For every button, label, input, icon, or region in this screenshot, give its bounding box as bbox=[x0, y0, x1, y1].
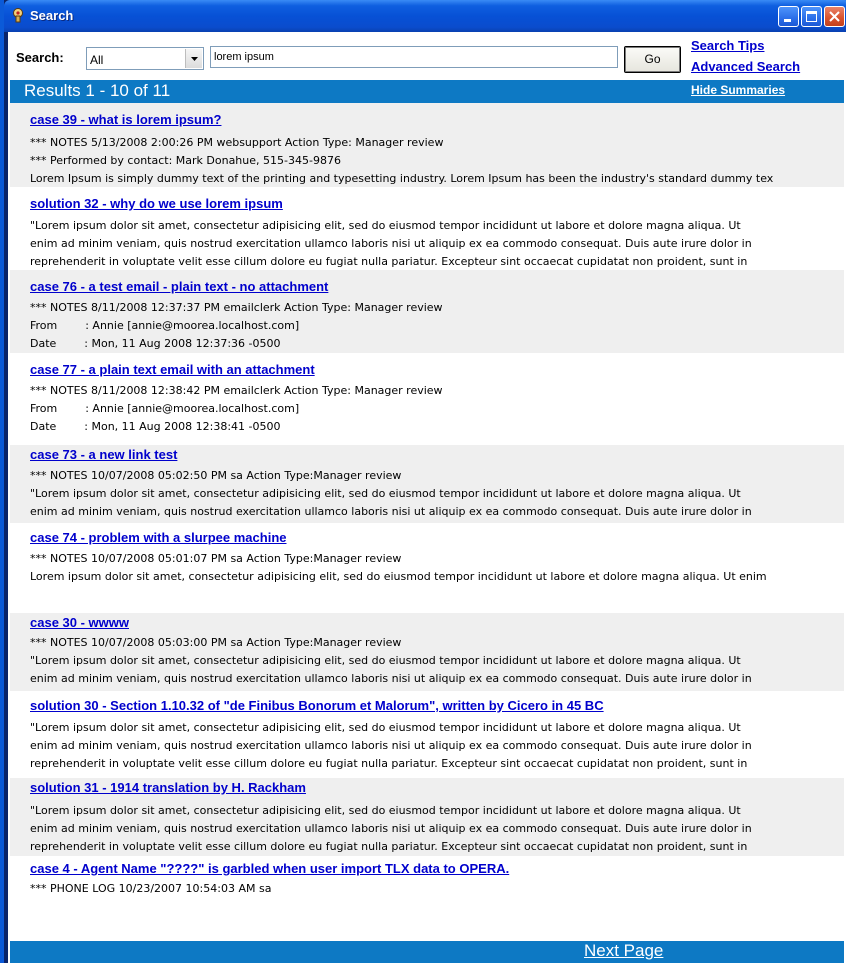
result-item bbox=[10, 187, 844, 270]
result-summary-line: From : Annie [annie@moorea.localhost.com] bbox=[30, 319, 300, 332]
search-label: Search: bbox=[16, 50, 64, 65]
result-summary-line: Date : Mon, 11 Aug 2008 12:37:36 -0500 bbox=[30, 337, 281, 350]
result-title-link[interactable]: case 30 - wwww bbox=[30, 615, 129, 630]
result-summary-line: "Lorem ipsum dolor sit amet, consectetur adipisicing elit, sed do eiusmod tempor incididunt ut labore et dolore magna aliqua. Ut bbox=[30, 487, 741, 500]
result-summary-line: Lorem ipsum dolor sit amet, consectetur adipisicing elit, sed do eiusmod tempor incididunt ut labore et dolore magna aliqua. Ut enim bbox=[30, 570, 767, 583]
result-summary-line: *** NOTES 10/07/2008 05:03:00 PM sa Action Type:Manager review bbox=[30, 636, 402, 649]
result-summary-line: *** NOTES 8/11/2008 12:37:37 PM emailclerk Action Type: Manager review bbox=[30, 301, 443, 314]
result-title-link[interactable]: case 73 - a new link test bbox=[30, 447, 178, 462]
minimize-button[interactable] bbox=[778, 6, 799, 27]
hide-summaries-link[interactable]: Hide Summaries bbox=[691, 83, 786, 97]
results-list bbox=[10, 103, 844, 941]
result-summary-line: Lorem Ipsum is simply dummy text of the printing and typesetting industry. Lorem Ipsum has been the industry's standard dummy tex bbox=[30, 172, 774, 185]
result-item bbox=[10, 613, 844, 691]
result-item bbox=[10, 353, 844, 445]
minimize-icon bbox=[779, 7, 798, 26]
result-item bbox=[10, 523, 844, 613]
result-summary-line: "Lorem ipsum dolor sit amet, consectetur adipisicing elit, sed do eiusmod tempor incididunt ut labore et dolore magna aliqua. Ut bbox=[30, 721, 741, 734]
scope-dropdown[interactable] bbox=[86, 47, 204, 70]
result-summary-line: reprehenderit in voluptate velit esse cillum dolore eu fugiat nulla pariatur. Excepteur sint occaecat cupidatat non proident, sunt in bbox=[30, 840, 748, 853]
result-summary-line: reprehenderit in voluptate velit esse cillum dolore eu fugiat nulla pariatur. Excepteur sint occaecat cupidatat non proident, sunt in bbox=[30, 757, 748, 770]
close-icon bbox=[825, 7, 844, 26]
window-title: Search bbox=[30, 8, 74, 23]
result-summary-line: *** Performed by contact: Mark Donahue, 515-345-9876 bbox=[30, 154, 341, 167]
next-page-link[interactable]: Next Page bbox=[584, 941, 664, 960]
result-item bbox=[10, 778, 844, 856]
result-summary-line: enim ad minim veniam, quis nostrud exercitation ullamco laboris nisi ut aliquip ex ea commodo consequat. Duis aute irure dolor in bbox=[30, 822, 752, 835]
result-summary-line: *** NOTES 10/07/2008 05:01:07 PM sa Action Type:Manager review bbox=[30, 552, 402, 565]
result-summary-line: Date : Mon, 11 Aug 2008 12:38:41 -0500 bbox=[30, 420, 281, 433]
result-title-link[interactable]: case 4 - Agent Name "????" is garbled when user import TLX data to OPERA. bbox=[30, 861, 510, 876]
search-input[interactable] bbox=[210, 46, 618, 68]
result-summary-line: From : Annie [annie@moorea.localhost.com] bbox=[30, 402, 300, 415]
result-item bbox=[10, 270, 844, 353]
dropdown-arrow[interactable] bbox=[185, 49, 202, 68]
result-summary-line: *** PHONE LOG 10/23/2007 10:54:03 AM sa bbox=[30, 882, 272, 895]
results-header bbox=[10, 80, 844, 103]
result-summary-line: *** NOTES 10/07/2008 05:02:50 PM sa Action Type:Manager review bbox=[30, 469, 402, 482]
result-item bbox=[10, 856, 844, 941]
result-title-link[interactable]: solution 31 - 1914 translation by H. Rackham bbox=[30, 780, 306, 795]
result-item bbox=[10, 691, 844, 778]
advanced-search-link[interactable]: Advanced Search bbox=[691, 59, 801, 74]
result-summary-line: reprehenderit in voluptate velit esse cillum dolore eu fugiat nulla pariatur. Excepteur sint occaecat cupidatat non proident, sunt in bbox=[30, 255, 748, 268]
go-button[interactable]: Go bbox=[624, 46, 681, 73]
result-title-link[interactable]: case 39 - what is lorem ipsum? bbox=[30, 112, 222, 127]
pagination-bar bbox=[10, 941, 844, 963]
result-summary-line: enim ad minim veniam, quis nostrud exercitation ullamco laboris nisi ut aliquip ex ea commodo consequat. Duis aute irure dolor in bbox=[30, 237, 752, 250]
search-tips-link[interactable]: Search Tips bbox=[691, 38, 765, 53]
app-icon bbox=[11, 8, 25, 23]
result-summary-line: "Lorem ipsum dolor sit amet, consectetur adipisicing elit, sed do eiusmod tempor incididunt ut labore et dolore magna aliqua. Ut bbox=[30, 804, 741, 817]
result-summary-line: enim ad minim veniam, quis nostrud exercitation ullamco laboris nisi ut aliquip ex ea commodo consequat. Duis aute irure dolor in bbox=[30, 672, 752, 685]
result-item bbox=[10, 445, 844, 523]
scope-selected-value: All bbox=[90, 53, 104, 67]
result-title-link[interactable]: case 76 - a test email - plain text - no attachment bbox=[30, 279, 329, 294]
result-summary-line: enim ad minim veniam, quis nostrud exercitation ullamco laboris nisi ut aliquip ex ea commodo consequat. Duis aute irure dolor in bbox=[30, 739, 752, 752]
result-title-link[interactable]: solution 32 - why do we use lorem ipsum bbox=[30, 196, 283, 211]
maximize-icon bbox=[802, 7, 821, 26]
title-bar[interactable] bbox=[4, 0, 846, 32]
result-summary-line: "Lorem ipsum dolor sit amet, consectetur adipisicing elit, sed do eiusmod tempor incididunt ut labore et dolore magna aliqua. Ut bbox=[30, 654, 741, 667]
result-title-link[interactable]: case 74 - problem with a slurpee machine bbox=[30, 530, 287, 545]
result-summary-line: "Lorem ipsum dolor sit amet, consectetur adipisicing elit, sed do eiusmod tempor incididunt ut labore et dolore magna aliqua. Ut bbox=[30, 219, 741, 232]
chevron-down-icon bbox=[186, 49, 203, 68]
result-item bbox=[10, 103, 844, 187]
maximize-button[interactable] bbox=[801, 6, 822, 27]
results-count: Results 1 - 10 of 11 bbox=[24, 81, 171, 100]
result-title-link[interactable]: case 77 - a plain text email with an attachment bbox=[30, 362, 315, 377]
result-title-link[interactable]: solution 30 - Section 1.10.32 of "de Finibus Bonorum et Malorum", written by Cicero in 45 BC bbox=[30, 698, 604, 713]
result-summary-line: *** NOTES 8/11/2008 12:38:42 PM emailclerk Action Type: Manager review bbox=[30, 384, 443, 397]
close-button[interactable] bbox=[824, 6, 845, 27]
result-summary-line: enim ad minim veniam, quis nostrud exercitation ullamco laboris nisi ut aliquip ex ea commodo consequat. Duis aute irure dolor in bbox=[30, 505, 752, 518]
result-summary-line: *** NOTES 5/13/2008 2:00:26 PM websupport Action Type: Manager review bbox=[30, 136, 444, 149]
window-content bbox=[8, 32, 846, 963]
